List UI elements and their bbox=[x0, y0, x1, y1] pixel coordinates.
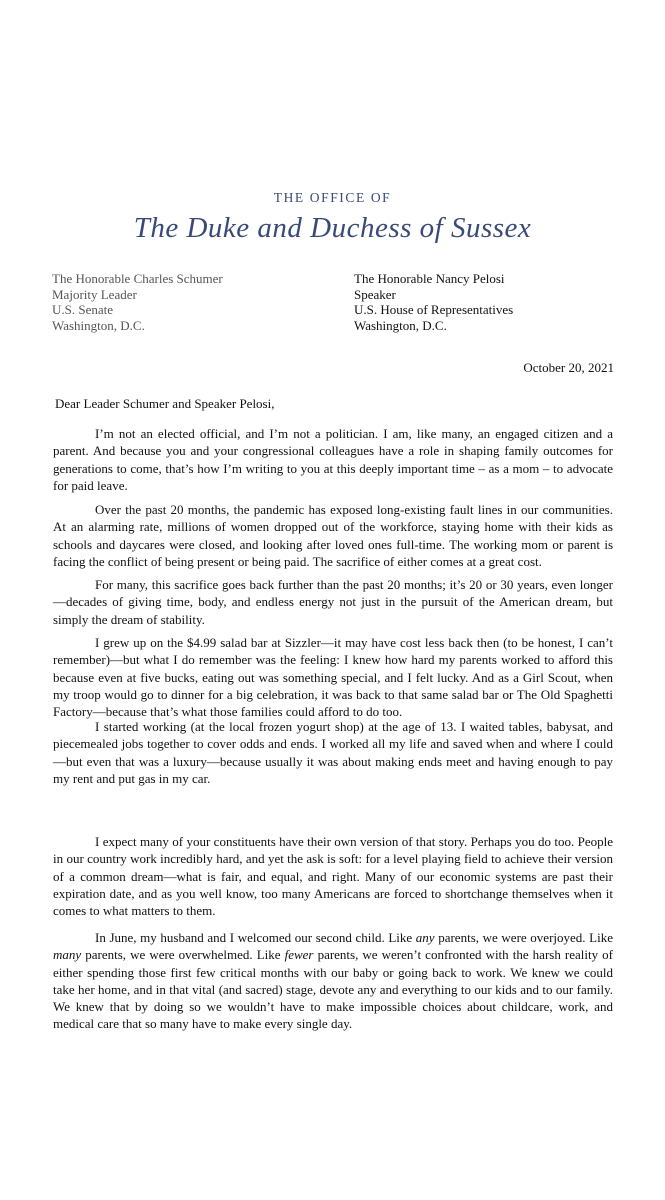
address-line: Majority Leader bbox=[52, 286, 137, 302]
paragraph-text: In June, my husband and I welcomed our second child. Like bbox=[95, 930, 416, 945]
body-paragraph: For many, this sacrifice goes back further than the past 20 months; it’s 20 or 30 years, even longer—decades of giving time, body, and endless energy not just in the pursuit of the American dream, but simply the dream of stability. bbox=[53, 577, 613, 627]
address-line: The Honorable Charles Schumer bbox=[52, 271, 223, 286]
recipient-schumer-address bbox=[52, 271, 223, 333]
address-line: Washington, D.C. bbox=[52, 317, 145, 333]
emphasis-any: any bbox=[415, 930, 435, 945]
salutation: Dear Leader Schumer and Speaker Pelosi, bbox=[55, 396, 275, 411]
body-paragraph: I grew up on the $4.99 salad bar at Sizzler—it may have cost less back then (to be honest, I can’t remember)—but what I do remember was the feeling: I knew how hard my parents worked to afford this because even at five bucks, eating out was something special, and I felt lucky. And as a Girl Scout, when my troop would go to dinner for a big celebration, it was back to that same salad bar or The Old Spaghetti Factory—because that’s what those families could afford to do too. bbox=[53, 635, 613, 720]
recipient-pelosi-address bbox=[354, 271, 513, 333]
address-line: Washington, D.C. bbox=[354, 317, 447, 333]
body-paragraph: Over the past 20 months, the pandemic has exposed long-existing fault lines in our communities. At an alarming rate, millions of women dropped out of the workforce, staying home with their kids as schools and daycares were closed, and looking after loved ones full-time. The working mom or parent is facing the conflict of being present or being paid. The sacrifice of either comes at a great cost. bbox=[53, 502, 613, 569]
address-line: Speaker bbox=[354, 286, 396, 302]
body-paragraph-final bbox=[53, 929, 613, 1033]
body-paragraph: I started working (at the local frozen yogurt shop) at the age of 13. I waited tables, babysat, and piecemealed jobs together to cover odds and ends. I worked all my life and saved when and where I could—but even that was a luxury—because usually it was about making ends meet and having enough to pay my rent and put gas in my car. bbox=[53, 719, 613, 786]
paragraph-text: parents, we weren’t confronted with the harsh reality of either spending those first few critical months with our baby or going back to work. We knew we could take her home, and in that vital (and sacred) stage, devote any and everything to our kids and to our family. We knew that by doing so we wouldn’t have to make impossible choices about childcare, work, and medical care that so many have to make every single day. bbox=[53, 947, 613, 1032]
body-paragraph: I expect many of your constituents have their own version of that story. Perhaps you do too. People in our country work incredibly hard, and yet the ask is soft: for a level playing field to achieve their version of a common dream—what is fair, and equal, and right. Many of our economic systems are past their expiration date, and as you well know, too many Americans are forced to shortchange themselves when it comes to what matters to them. bbox=[53, 834, 613, 919]
address-line: The Honorable Nancy Pelosi bbox=[354, 271, 505, 286]
letterhead-office: THE OFFICE OF bbox=[273, 190, 392, 205]
emphasis-fewer: fewer bbox=[284, 947, 314, 963]
letterhead-name: The Duke and Duchess of Sussex bbox=[133, 212, 532, 244]
paragraph-text: parents, we were overjoyed. Like bbox=[434, 930, 613, 945]
address-line: U.S. Senate bbox=[52, 302, 114, 317]
body-paragraph: I’m not an elected official, and I’m not a politician. I am, like many, an engaged citizen and a parent. And because you and your congressional colleagues have a role in shaping family outcomes for generations to come, that’s how I’m writing to you at this deeply important time – as a mom – to advocate for paid leave. bbox=[53, 426, 613, 493]
emphasis-many: many bbox=[53, 947, 82, 963]
paragraph-text: parents, we were overwhelmed. Like bbox=[81, 947, 285, 963]
letter-date: October 20, 2021 bbox=[523, 360, 614, 375]
address-line: U.S. House of Representatives bbox=[354, 302, 514, 317]
